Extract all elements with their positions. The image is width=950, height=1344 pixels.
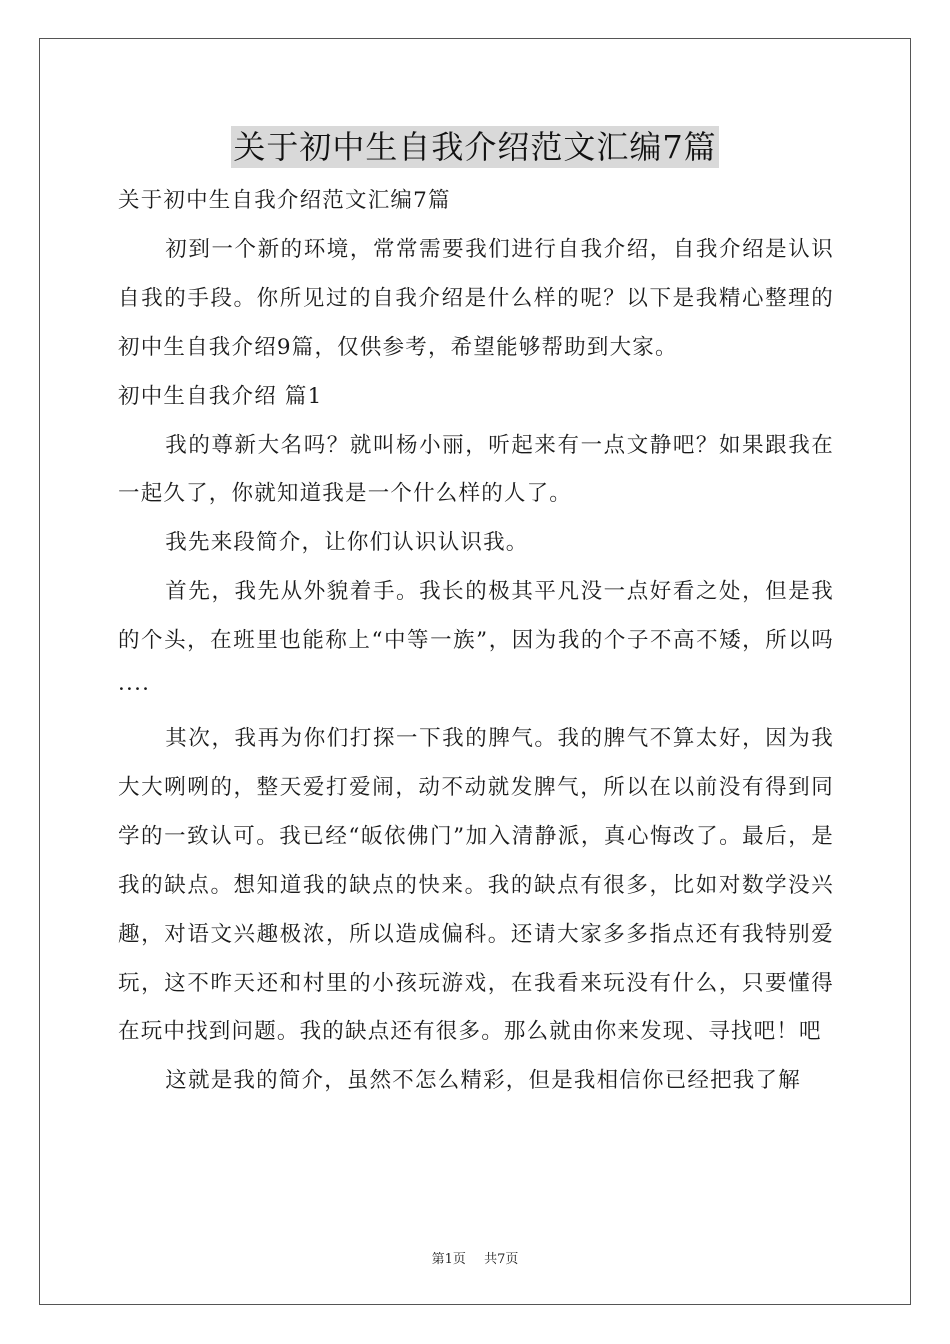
document-subtitle: 关于初中生自我介绍范文汇编7篇 (118, 188, 451, 213)
body-paragraph: 我的尊新大名吗？就叫杨小丽，听起来有一点文静吧？如果跟我在一起久了，你就知道我是一个什么样的人了。 (118, 432, 834, 507)
body-paragraph: 这就是我的简介，虽然不怎么精彩，但是我相信你已经把我了解 (165, 1068, 801, 1094)
document-title: 关于初中生自我介绍范文汇编7篇 (233, 128, 717, 166)
body-paragraph: 我先来段简介，让你们认识认识我。 (165, 530, 529, 556)
body-paragraph: 首先，我先从外貌着手。我长的极其平凡没一点好看之处，但是我的个头，在班里也能称上“中等一族”，因为我的个子不高不矮，所以吗···· (118, 579, 834, 703)
section-heading: 初中生自我介绍 篇1 (118, 383, 323, 409)
document-body (118, 177, 834, 1106)
title-container (0, 126, 950, 168)
page-number: 第1页 (431, 1252, 466, 1267)
body-paragraph: 其次，我再为你们打探一下我的脾气。我的脾气不算太好，因为我大大咧咧的，整天爱打爱闹，动不动就发脾气，所以在以前没有得到同学的一致认可。我已经“皈依佛门”加入清静派，真心悔改了。最后，是我的缺点。想知道我的缺点的快来。我的缺点有很多，比如对数学没兴趣，对语文兴趣极浓，所以造成偏科。还请大家多多指点还有我特别爱玩，这不昨天还和村里的小孩玩游戏，在我看来玩没有什么，只要懂得在玩中找到问题。我的缺点还有很多。那么就由你来发现、寻找吧！吧 (118, 725, 834, 1045)
page-footer (0, 1248, 950, 1267)
intro-paragraph: 初到一个新的环境，常常需要我们进行自我介绍，自我介绍是认识自我的手段。你所见过的自我介绍是什么样的呢？以下是我精心整理的初中生自我介绍9篇，仅供参考，希望能够帮助到大家。 (118, 236, 834, 360)
page-total: 共7页 (484, 1252, 519, 1267)
